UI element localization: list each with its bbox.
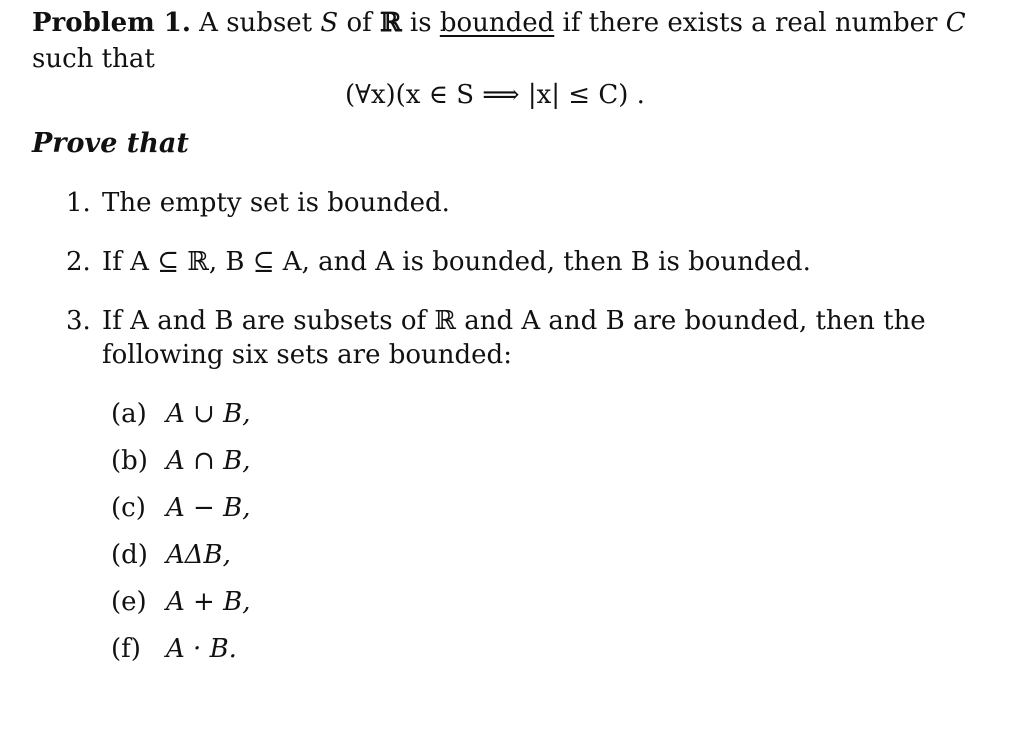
- sub-item-label: (f): [111, 634, 141, 664]
- sub-item-label: (c): [111, 493, 146, 523]
- sub-item-label: (e): [111, 587, 147, 617]
- item-text: The empty set is bounded.: [102, 188, 450, 218]
- variable-c: C: [945, 8, 966, 38]
- of-text: of: [338, 8, 381, 38]
- sub-item-expression: AΔB,: [166, 540, 231, 570]
- definition-formula: (∀x)(x ∈ S ⟹ |x| ≤ C) .: [345, 80, 645, 110]
- item-text-continued: following six sets are bounded:: [102, 340, 512, 370]
- sub-item-label: (b): [111, 446, 148, 476]
- defined-term-bounded: bounded: [439, 8, 555, 38]
- item-text: If A ⊆ ℝ, B ⊆ A, and A is bounded, then B is bounded.: [102, 247, 811, 277]
- sub-item-expression: A · B.: [166, 634, 237, 664]
- problem-rest: if there exists a real number: [554, 8, 946, 38]
- sub-item-expression: A + B,: [166, 587, 251, 617]
- variable-s: S: [320, 8, 339, 38]
- sub-item-label: (a): [111, 399, 147, 429]
- problem-heading: Problem 1.: [32, 8, 191, 38]
- problem-line-2: such that: [32, 44, 155, 74]
- is-text: is: [401, 8, 440, 38]
- sub-item-expression: A ∩ B,: [166, 446, 251, 476]
- item-text: If A and B are subsets of ℝ and A and B are bounded, then the: [102, 306, 926, 336]
- sub-item-label: (d): [111, 540, 148, 570]
- sub-item-expression: A ∪ B,: [166, 399, 251, 429]
- item-number: 3.: [66, 306, 91, 336]
- problem-intro: A subset: [199, 8, 321, 38]
- prove-heading: Prove that: [32, 128, 189, 159]
- reals-symbol: ℝ: [380, 8, 402, 38]
- item-number: 2.: [66, 247, 91, 277]
- problem-statement: [32, 8, 966, 38]
- sub-item-expression: A − B,: [166, 493, 251, 523]
- item-number: 1.: [66, 188, 91, 218]
